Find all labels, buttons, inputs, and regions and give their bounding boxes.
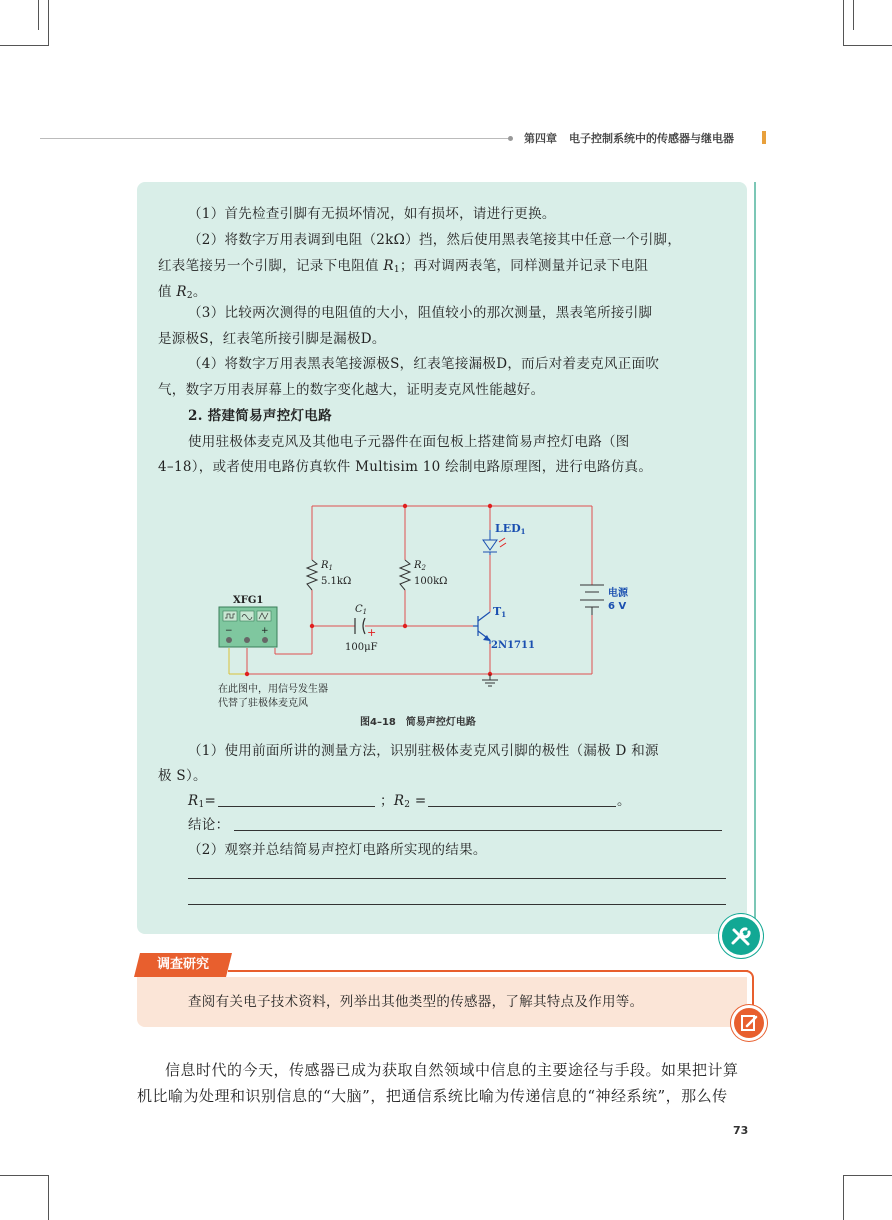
r1-answer-label: $R_1=$ [188, 793, 217, 810]
junction-dot [310, 624, 314, 628]
xfg-minus: − [225, 626, 233, 636]
t1-model: 2N1711 [491, 640, 535, 651]
step-4-line-1: （4）将数字万用表黑表笔接源极S，红表笔接漏极D，而后对着麦克风正面吹 [188, 356, 660, 372]
battery-symbol [580, 585, 604, 615]
q2-answer-line-1[interactable] [188, 878, 726, 879]
pencil-note-icon [734, 1008, 764, 1038]
step-2-line-3: 值 $R_2$。 [158, 284, 207, 301]
intro-line-1: 使用驻极体麦克风及其他电子元器件在面包板上搭建简易声控灯电路（图 [188, 434, 630, 450]
question-1-line-2: 极 S）。 [158, 768, 207, 784]
c1-label: $C_1$ [355, 604, 368, 616]
crop-mark [844, 1175, 892, 1176]
xfg-plus: + [261, 626, 269, 636]
tools-icon [722, 917, 760, 955]
power-value: 6 V [608, 601, 627, 612]
r1-value: 5.1kΩ [321, 576, 352, 587]
step-2-line-2: 红表笔接另一个引脚，记录下电阻值 $R_1$；再对调两表笔，同样测量并记录下电阻 [158, 258, 649, 275]
body-line-1: 信息时代的今天，传感器已成为获取自然领域中信息的主要途径与手段。如果把计算 [165, 1061, 739, 1079]
junction-dot [488, 504, 492, 508]
header-accent-bar [762, 131, 766, 144]
r1-resistor-symbol [307, 560, 317, 590]
header-rule [40, 138, 510, 139]
answer-end: 。 [617, 793, 631, 809]
circuit-note-line-1: 在此图中，用信号发生器 [218, 684, 328, 695]
circuit-diagram [215, 500, 628, 715]
circuit-note-line-2: 代替了驻极体麦克风 [218, 698, 308, 709]
intro-line-2: 4–18），或者使用电路仿真软件 Multisim 10 绘制电路原理图，进行电路仿真。 [158, 459, 653, 475]
capacitor-symbol [355, 618, 365, 634]
research-rule [228, 970, 748, 972]
r2-value: 100kΩ [414, 576, 448, 587]
crop-mark [843, 1175, 844, 1220]
junction-dot [403, 504, 407, 508]
research-text: 查阅有关电子技术资料，列举出其他类型的传感器，了解其特点及作用等。 [188, 994, 644, 1010]
power-label: 电源 [608, 588, 628, 599]
body-line-2: 机比喻为处理和识别信息的“大脑”，把通信系统比喻为传递信息的“神经系统”，那么传 [137, 1087, 728, 1105]
led-label: LED1 [495, 522, 526, 536]
r1-label: $R_1$ [321, 560, 333, 572]
step-3-line-2: 是源极S，红表笔所接引脚是漏极D。 [158, 331, 386, 347]
figure-caption: 图4–18 简易声控灯电路 [360, 717, 476, 728]
c1-value: 100μF [345, 642, 378, 653]
chapter-number: 第四章 [524, 132, 557, 145]
section-2-title: 2. 搭建简易声控灯电路 [188, 408, 332, 424]
xfg-label: XFG1 [233, 595, 264, 606]
step-1: （1）首先检查引脚有无损坏情况，如有损坏，请进行更换。 [188, 206, 556, 222]
crop-mark [0, 45, 48, 46]
running-header [524, 130, 734, 146]
question-1-line-1: （1）使用前面所讲的测量方法，识别驻极体麦克风引脚的极性（漏极 D 和源 [188, 743, 659, 759]
question-2: （2）观察并总结简易声控灯电路所实现的结果。 [188, 842, 487, 858]
margin-rule [754, 182, 756, 952]
crop-mark [38, 0, 39, 30]
step-2-line-1: （2）将数字万用表调到电阻（2kΩ）挡，然后使用黑表笔接其中任意一个引脚， [188, 232, 682, 248]
page-number: 73 [733, 1124, 749, 1137]
conclusion-label: 结论： [188, 817, 230, 833]
crop-mark [48, 0, 49, 46]
step-3-line-1: （3）比较两次测得的电阻值的大小，阻值较小的那次测量，黑表笔所接引脚 [188, 305, 653, 321]
chapter-title: 电子控制系统中的传感器与继电器 [569, 132, 734, 145]
r2-resistor-symbol [400, 560, 410, 590]
crop-mark [844, 45, 892, 46]
t1-label: T1 [493, 605, 507, 619]
r1-answer-line[interactable] [218, 806, 375, 807]
q2-answer-line-2[interactable] [188, 904, 726, 905]
junction-dot [245, 672, 249, 676]
header-dot [508, 136, 513, 141]
r2-label: $R_2$ [414, 560, 426, 572]
r2-answer-line[interactable] [428, 806, 616, 807]
c1-plus: + [367, 626, 377, 639]
crop-mark [0, 1175, 48, 1176]
crop-mark [843, 0, 844, 46]
junction-dot [403, 624, 407, 628]
crop-mark [48, 1175, 49, 1220]
r2-answer-label: ；$R_2$ = [380, 793, 427, 810]
research-tab: 调查研究 [134, 953, 232, 977]
crop-mark [853, 0, 854, 30]
step-4-line-2: 气，数字万用表屏幕上的数字变化越大，证明麦克风性能越好。 [158, 382, 545, 398]
conclusion-answer-line[interactable] [234, 830, 722, 831]
ground-symbol [482, 674, 498, 686]
